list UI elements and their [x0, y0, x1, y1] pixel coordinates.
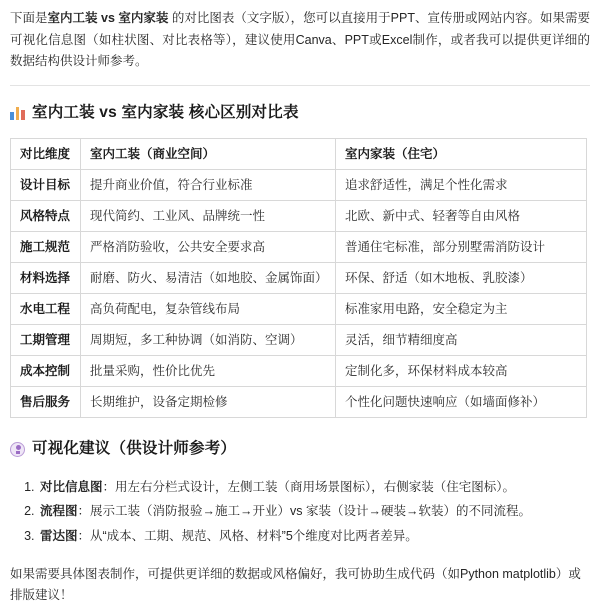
advice-section — [10, 436, 590, 548]
comparison-table — [10, 138, 587, 418]
row-label: 水电工程 — [11, 294, 81, 325]
table-row — [11, 170, 587, 201]
comparison-section-heading — [10, 100, 590, 127]
advice-item-label: 流程图 — [40, 504, 78, 519]
row-residential-value: 定制化多，环保材料成本较高 — [336, 356, 587, 387]
table-row — [11, 232, 587, 263]
row-residential-value: 普通住宅标准，部分别墅需消防设计 — [336, 232, 587, 263]
row-commercial-value: 提升商业价值，符合行业标准 — [81, 170, 336, 201]
table-row — [11, 387, 587, 418]
intro-bold-term: 室内工装 vs 室内家装 — [47, 11, 169, 25]
advice-list — [10, 475, 590, 548]
table-header-dimension: 对比维度 — [11, 139, 81, 170]
table-row — [11, 294, 587, 325]
row-label: 施工规范 — [11, 232, 81, 263]
table-row — [11, 201, 587, 232]
table-row — [11, 325, 587, 356]
bar-chart-icon — [10, 106, 25, 120]
intro-text-part1: 下面是 — [10, 11, 48, 25]
advice-item-text: ：展示工装（消防报验→施工→开业）vs 家装（设计→硬装→软装）的不同流程。 — [77, 504, 531, 519]
row-commercial-value: 严格消防验收，公共安全要求高 — [81, 232, 336, 263]
row-label: 成本控制 — [11, 356, 81, 387]
advice-item-text: ：用左右分栏式设计，左侧工装（商用场景图标），右侧家装（住宅图标）。 — [102, 479, 516, 494]
section-divider — [10, 85, 590, 86]
row-residential-value: 个性化问题快速响应（如墙面修补） — [336, 387, 587, 418]
row-commercial-value: 长期维护，设备定期检修 — [81, 387, 336, 418]
row-commercial-value: 高负荷配电，复杂管线布局 — [81, 294, 336, 325]
row-label: 风格特点 — [11, 201, 81, 232]
advice-item-text: ：从“成本、工期、规范、风格、材料”5个维度对比两者差异。 — [77, 528, 418, 543]
row-commercial-value: 周期短，多工种协调（如消防、空调） — [81, 325, 336, 356]
lightbulb-icon — [10, 442, 25, 457]
advice-item-label: 对比信息图 — [40, 479, 103, 494]
list-item — [38, 499, 590, 523]
table-row — [11, 263, 587, 294]
row-commercial-value: 耐磨、防火、易清洁（如地胶、金属饰面） — [81, 263, 336, 294]
row-commercial-value: 批量采购，性价比优先 — [81, 356, 336, 387]
intro-text-part2: 的对比图表（文字版），您可以直接用于PPT、宣传册或网站内容。如果需要可视化信息图（如柱状图、对比表格等），建议使用Canva、PPT或Excel制作，或者我可以提供更详细的数据结构供设计师参考。 — [10, 11, 590, 68]
list-item — [38, 475, 590, 499]
outro-paragraph: 如果需要具体图表制作，可提供更详细的数据或风格偏好，我可协助生成代码（如Python matplotlib）或排版建议！ — [10, 566, 581, 603]
row-residential-value: 标准家用电路，安全稳定为主 — [336, 294, 587, 325]
table-header-commercial: 室内工装（商业空间） — [81, 139, 336, 170]
row-residential-value: 追求舒适性，满足个性化需求 — [336, 170, 587, 201]
advice-section-title: 可视化建议（供设计师参考） — [32, 440, 237, 458]
row-residential-value: 环保、舒适（如木地板、乳胶漆） — [336, 263, 587, 294]
row-commercial-value: 现代简约、工业风、品牌统一性 — [81, 201, 336, 232]
row-label: 工期管理 — [11, 325, 81, 356]
table-header-row — [11, 139, 587, 170]
row-residential-value: 灵活，细节精细度高 — [336, 325, 587, 356]
row-label: 售后服务 — [11, 387, 81, 418]
row-label: 材料选择 — [11, 263, 81, 294]
row-label: 设计目标 — [11, 170, 81, 201]
intro-paragraph — [10, 8, 590, 73]
list-item — [38, 524, 590, 548]
advice-section-heading — [10, 436, 590, 463]
row-residential-value: 北欧、新中式、轻奢等自由风格 — [336, 201, 587, 232]
advice-item-label: 雷达图 — [40, 528, 78, 543]
table-header-residential: 室内家装（住宅） — [336, 139, 587, 170]
table-row — [11, 356, 587, 387]
comparison-section-title: 室内工装 vs 室内家装 核心区别对比表 — [32, 103, 299, 121]
